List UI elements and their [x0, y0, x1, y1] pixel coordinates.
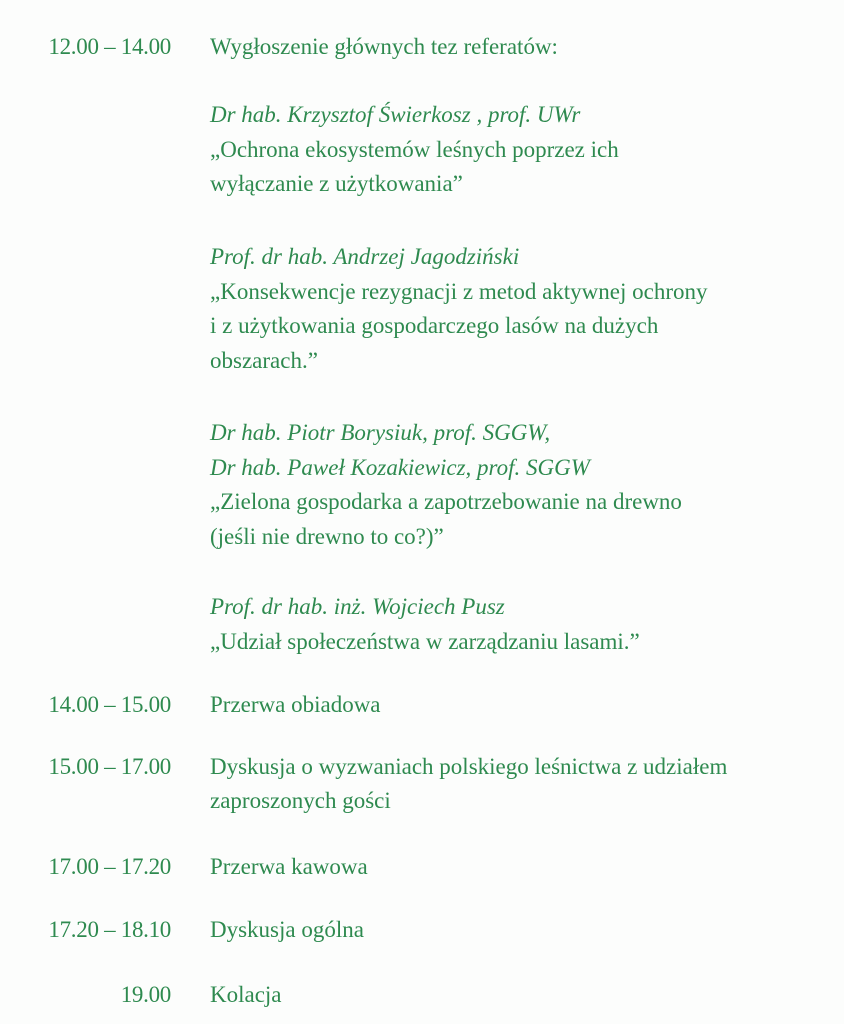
talk-title: obszarach.” [210, 347, 318, 373]
time-slot: 12.00 – 14.00 [48, 34, 171, 59]
talk-3 [210, 416, 830, 554]
session-label [210, 750, 830, 818]
session-label-line: zaproszonych gości [210, 788, 391, 813]
time-slot: 14.00 – 15.00 [48, 692, 171, 717]
time-slot: 15.00 – 17.00 [48, 754, 171, 779]
talk-title: „Zielona gospodarka a zapotrzebowanie na drewno [210, 489, 682, 514]
talk-title: „Udział społeczeństwa w zarządzaniu lasami.” [210, 628, 640, 654]
talk-4 [210, 590, 830, 659]
talk-title: i z użytkowania gospodarczego lasów na dużych [210, 313, 659, 338]
talk-title: „Ochrona ekosystemów leśnych poprzez ich [210, 136, 619, 162]
talk-author: Dr hab. Piotr Borysiuk, prof. SGGW, [210, 420, 551, 445]
talk-author: Dr hab. Paweł Kozakiewicz, prof. SGGW [210, 454, 590, 480]
talk-author: Dr hab. Krzysztof Świerkosz , prof. UWr [210, 102, 581, 127]
talk-author: Prof. dr hab. Andrzej Jagodziński [210, 244, 520, 269]
talk-2 [210, 240, 830, 378]
session-label: Kolacja [210, 982, 282, 1007]
session-label-line: Dyskusja o wyzwaniach polskiego leśnictwa z udziałem [210, 754, 728, 779]
talk-title: wyłączanie z użytkowania” [210, 171, 463, 196]
time-slot: 17.20 – 18.10 [48, 917, 171, 942]
talk-title: „Konsekwencje rezygnacji z metod aktywnej ochrony [210, 278, 708, 304]
session-label: Dyskusja ogólna [210, 917, 364, 942]
time-slot: 19.00 [120, 982, 171, 1007]
session-label: Przerwa obiadowa [210, 692, 381, 717]
talk-1 [210, 98, 830, 202]
session-label: Wygłoszenie głównych tez referatów: [210, 34, 558, 59]
talk-title: (jeśli nie drewno to co?)” [210, 523, 444, 549]
time-slot: 17.00 – 17.20 [48, 854, 171, 879]
talk-author: Prof. dr hab. inż. Wojciech Pusz [210, 594, 505, 619]
session-label: Przerwa kawowa [210, 854, 368, 879]
